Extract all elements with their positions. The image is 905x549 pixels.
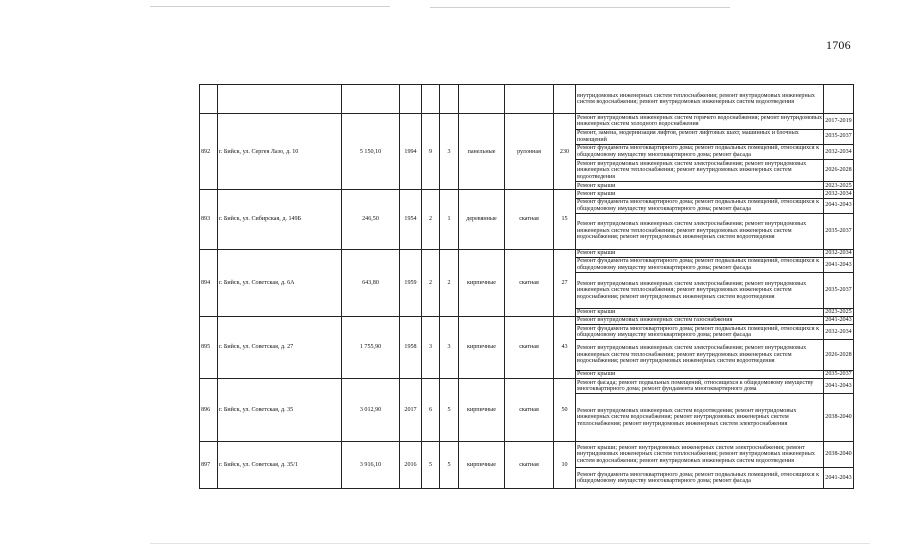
period-cell: 2041-2043: [824, 378, 854, 393]
period-cell: 2035-2037: [825, 371, 852, 378]
work-type-cell: Ремонт внутридомовых инженерных систем водоотведения; ремонт внутридомовых инженерных систем водоснабжения; ремонт внутридомовых инженерных систем теплоснабжения; ремонт внутридомовых инженерных систем электроснабжения: [576, 394, 824, 442]
table-row: [200, 378, 854, 393]
floors-cell: [422, 85, 440, 114]
scan-artifact-top: [430, 7, 730, 8]
floors-cell: 3: [422, 317, 440, 379]
entrances-cell: [440, 85, 459, 114]
period-cell: 2038-2040: [824, 394, 854, 442]
work-type-cell: Ремонт, замена, модернизация лифтов, ремонт лифтовых шахт, машинных и блочных помещений: [576, 129, 824, 144]
scan-artifact-bottom: [150, 543, 870, 544]
residents-cell: 43: [554, 317, 576, 379]
work-type-cell: Ремонт крыши; ремонт внутридомовых инженерных систем электроснабжения; ремонт внутридомовых инженерных систем теплоснабжения; ремонт внутридомовых инженерных систем водоснабжения; ремонт внутридомовых инженерных систем водоотведения: [576, 442, 824, 468]
roof-type-cell: рулонная: [505, 114, 554, 190]
house-index-cell: 896: [200, 378, 218, 441]
work-type-cell: Ремонт крыши: [576, 182, 824, 190]
period-cell: 2038-2040: [824, 442, 854, 468]
work-type-cell: Ремонт фундамента многоквартирного дома; ремонт подвальных помещений, относящихся к общедомовому имуществу многоквартирного дома; ремонт фасада: [576, 144, 824, 159]
work-type-cell: Ремонт внутридомовых инженерных систем электроснабжения; ремонт внутридомовых инженерных систем теплоснабжения; ремонт внутридомовых инженерных систем водоотведения: [576, 160, 824, 182]
work-type-cell: Ремонт фундамента многоквартирного дома; ремонт подвальных помещений, относящихся к общедомовому имуществу многоквартирного дома; ремонт фасада: [576, 468, 824, 489]
area-cell: 246,50: [342, 190, 400, 249]
table-row: [200, 442, 854, 468]
house-index-cell: 893: [200, 190, 218, 249]
wall-material-cell: кирпичные: [459, 317, 505, 379]
house-index-cell: 897: [200, 442, 218, 489]
year-cell: 1959: [400, 249, 422, 316]
period-cell: 2035-2037: [824, 129, 854, 144]
period-cell: 2023-2025: [825, 309, 852, 316]
period-cell: 2017-2019: [824, 114, 854, 129]
work-type-cell: внутридомовых инженерных систем теплоснабжения; ремонт внутридомовых инженерных систем водоснабжения; ремонт внутридомовых инженерных систем водоотведения: [576, 85, 824, 114]
area-cell: 5 150,10: [342, 114, 400, 190]
wall-material-cell: кирпичные: [459, 378, 505, 441]
page-number: 1706: [826, 38, 851, 52]
year-cell: [400, 85, 422, 114]
roof-type-cell: скатная: [505, 190, 554, 249]
address-cell: г. Бийск, ул. Сибирская, д. 149Б: [218, 190, 342, 249]
work-type-cell: Ремонт внутридомовых инженерных систем электроснабжения; ремонт внутридомовых инженерных систем теплоснабжения; ремонт внутридомовых инженерных систем водоснабжения; ремонт внутридомовых инженерных систем водоотведения: [576, 340, 824, 370]
area-cell: 643,80: [342, 249, 400, 316]
entrances-cell: 3: [440, 114, 459, 190]
floors-cell: 9: [422, 114, 440, 190]
period-cell: 2041-2043: [824, 257, 854, 272]
period-cell: 2026-2028: [824, 340, 854, 370]
roof-type-cell: скатная: [505, 378, 554, 441]
work-type-cell: Ремонт фундамента многоквартирного дома; ремонт подвальных помещений, относящихся к общедомовому имуществу многоквартирного дома; ремонт фасада: [576, 257, 824, 272]
wall-material-cell: панельные: [459, 114, 505, 190]
area-cell: 3 012,90: [342, 378, 400, 441]
scan-artifact-top: [150, 6, 390, 7]
floors-cell: 5: [422, 442, 440, 489]
period-cell: 2041-2043: [825, 317, 852, 324]
table-row: [200, 114, 854, 129]
work-type-cell: Ремонт крыши: [576, 249, 824, 257]
residents-cell: 27: [554, 249, 576, 316]
year-cell: 2017: [400, 378, 422, 441]
period-cell: 2032-2034: [825, 190, 852, 197]
work-type-cell: Ремонт крыши: [576, 308, 824, 316]
table-row: [200, 249, 854, 257]
period-cell: 2035-2037: [824, 213, 854, 249]
period-cell: 2032-2034: [824, 325, 854, 340]
period-cell: 2035-2037: [824, 273, 854, 309]
floors-cell: 6: [422, 378, 440, 441]
address-cell: г. Бийск, ул. Советская, д. 35: [218, 378, 342, 441]
period-cell: 2032-2034: [825, 249, 852, 256]
address-cell: г. Бийск, ул. Сергея Лазо, д. 10: [218, 114, 342, 190]
table-row: [200, 85, 854, 114]
residents-cell: 50: [554, 378, 576, 441]
work-type-cell: Ремонт внутридомовых инженерных систем электроснабжения; ремонт внутридомовых инженерных систем теплоснабжения; ремонт внутридомовых инженерных систем водоснабжения; ремонт внутридомовых инженерных систем водоотведения: [576, 273, 824, 309]
repair-schedule-table-wrap: [199, 84, 852, 489]
year-cell: 1958: [400, 317, 422, 379]
work-type-cell: Ремонт внутридомовых инженерных систем газоснабжения: [576, 317, 824, 325]
address-cell: [218, 85, 342, 114]
area-cell: [342, 85, 400, 114]
residents-cell: 10: [554, 442, 576, 489]
floors-cell: 2: [422, 249, 440, 316]
work-type-cell: Ремонт фасада; ремонт подвальных помещений, относящихся к общедомовому имуществу многоквартирного дома; ремонт фундамента многоквартирного дома: [576, 378, 824, 393]
roof-type-cell: скатная: [505, 442, 554, 489]
house-index-cell: [200, 85, 218, 114]
wall-material-cell: кирпичные: [459, 442, 505, 489]
wall-material-cell: деревянные: [459, 190, 505, 249]
floors-cell: 2: [422, 190, 440, 249]
address-cell: г. Бийск, ул. Советская, д. 6А: [218, 249, 342, 316]
work-type-cell: Ремонт внутридомовых инженерных систем электроснабжения; ремонт внутридомовых инженерных систем теплоснабжения; ремонт внутридомовых инженерных систем водоснабжения; ремонт внутридомовых инженерных систем водоотведения: [576, 213, 824, 249]
work-type-cell: Ремонт крыши: [576, 370, 824, 378]
wall-material-cell: кирпичные: [459, 249, 505, 316]
entrances-cell: 2: [440, 249, 459, 316]
year-cell: 1954: [400, 190, 422, 249]
house-index-cell: 894: [200, 249, 218, 316]
period-cell: 2041-2043: [824, 198, 854, 213]
residents-cell: 230: [554, 114, 576, 190]
work-type-cell: Ремонт фундамента многоквартирного дома; ремонт подвальных помещений, относящихся к общедомовому имуществу многоквартирного дома; ремонт фасада: [576, 198, 824, 213]
period-cell: 2041-2043: [824, 468, 854, 489]
period-cell: 2026-2028: [824, 160, 854, 182]
address-cell: г. Бийск, ул. Советская, д. 35/1: [218, 442, 342, 489]
period-cell: 2023-2025: [825, 182, 852, 189]
year-cell: 1994: [400, 114, 422, 190]
residents-cell: [554, 85, 576, 114]
work-type-cell: Ремонт фундамента многоквартирного дома; ремонт подвальных помещений, относящихся к общедомовому имуществу многоквартирного дома; ремонт фасада: [576, 325, 824, 340]
work-type-cell: Ремонт внутридомовых инженерных систем горячего водоснабжения; ремонт внутридомовых инженерных систем холодного водоснабжения: [577, 114, 823, 128]
house-index-cell: 892: [200, 114, 218, 190]
area-cell: 3 916,10: [342, 442, 400, 489]
area-cell: 1 755,90: [342, 317, 400, 379]
address-cell: г. Бийск, ул. Советская, д. 27: [218, 317, 342, 379]
table-body: [200, 85, 854, 489]
entrances-cell: 5: [440, 442, 459, 489]
period-cell: [824, 85, 854, 114]
repair-schedule-table: [199, 84, 854, 489]
residents-cell: 15: [554, 190, 576, 249]
table-row: [200, 317, 854, 325]
roof-type-cell: скатная: [505, 317, 554, 379]
roof-type-cell: [505, 85, 554, 114]
period-cell: 2032-2034: [824, 144, 854, 159]
house-index-cell: 895: [200, 317, 218, 379]
year-cell: 2016: [400, 442, 422, 489]
roof-type-cell: скатная: [505, 249, 554, 316]
entrances-cell: 3: [440, 317, 459, 379]
entrances-cell: 1: [440, 190, 459, 249]
wall-material-cell: [459, 85, 505, 114]
work-type-cell: Ремонт крыши: [576, 190, 824, 198]
table-row: [200, 190, 854, 198]
entrances-cell: 5: [440, 378, 459, 441]
